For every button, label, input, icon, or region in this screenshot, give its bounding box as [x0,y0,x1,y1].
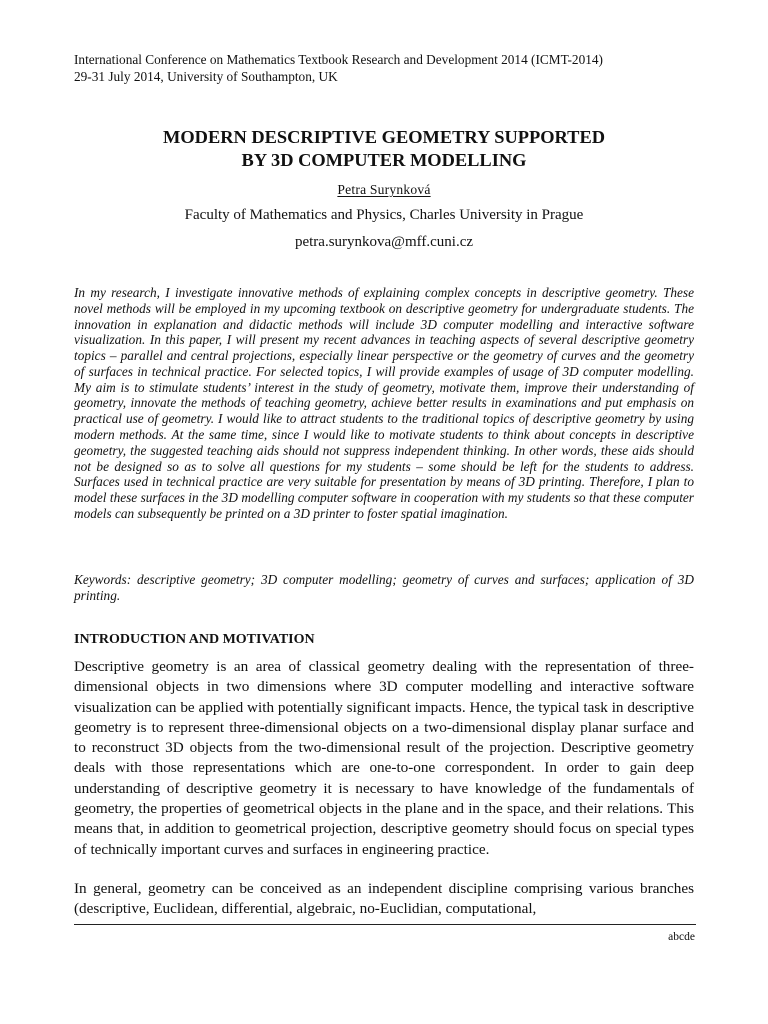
abstract: In my research, I investigate innovative methods of explaining complex concepts in descriptive geometry. These novel methods will be employed in my upcoming textbook on descriptive geometry for undergraduate students. The innovation in explanation and didactic methods will include 3D computer modelling and interactive software visualization. In this paper, I will present my recent advances in teaching aspects of several descriptive geometry topics – parallel and central projections, especially linear perspective or the geometry of curves and the geometry of surfaces in technical practice. For selected topics, I will provide examples of usage of 3D computer modelling. My aim is to stimulate students’ interest in the study of geometry, motivate them, improve their understanding of geometry, innovate the methods of teaching geometry, achieve better results in examinations and put emphasis on practical use of geometry. I would like to attract students to the traditional topics of descriptive geometry by using modern methods. At the same time, since I would like to motivate students to think about concepts in descriptive geometry, the suggested teaching aids should not suppress independent thinking. In other words, these aids should not be designed so as to solve all questions for my students – some should be left for the students to address. Surfaces used in technical practice are very suitable for presentation by means of 3D printing. Therefore, I plan to model these surfaces in the 3D modelling computer software in cooperation with my students so that these computer models can subsequently be printed on a 3D printer to foster spatial imagination. [74,285,694,521]
conference-name: International Conference on Mathematics Textbook Research and Development 2014 (ICMT-2014) [74,52,603,67]
body-paragraph: In general, geometry can be conceived as an independent discipline comprising various branches (descriptive, Euclidean, differential, algebraic, no-Euclidian, computational, [74,880,694,918]
body-paragraph: Descriptive geometry is an area of classical geometry dealing with the representation of three-dimensional objects in two dimensions where 3D computer modelling and interactive software visualization can be applied with potentially significant impacts. Hence, the typical task in descriptive geometry is to represent three-dimensional objects on a two-dimensional display planar surface and to reconstruct 3D objects from the two-dimensional result of the projection. Descriptive geometry deals with those representations which are one-to-one correspondent. In order to gain deep understanding of descriptive geometry it is necessary to have knowledge of the fundamentals of geometry, the properties of geometrical objects in the plane and in the space, and their relations. This means that, in addition to geometrical projection, descriptive geometry should focus on special types of technically important curves and surfaces in engineering practice. [74,658,694,858]
author-email: petra.surynkova@mff.cuni.cz [294,234,474,250]
keywords: Keywords: descriptive geometry; 3D computer modelling; geometry of curves and surfaces; application of 3D printing. [74,572,694,603]
paper-title [74,126,694,172]
footer-divider [74,924,696,925]
section-heading: INTRODUCTION AND MOTIVATION [74,632,315,647]
conference-date-location: 29-31 July 2014, University of Southampton, UK [74,69,338,84]
footer-text: abcde [668,931,695,943]
author-name: Petra Surynková [337,182,431,197]
paper-title-line-2: BY 3D COMPUTER MODELLING [241,150,527,170]
author-affiliation: Faculty of Mathematics and Physics, Charles University in Prague [184,207,584,223]
conference-header [74,51,714,85]
paper-title-line-1: MODERN DESCRIPTIVE GEOMETRY SUPPORTED [163,127,605,147]
